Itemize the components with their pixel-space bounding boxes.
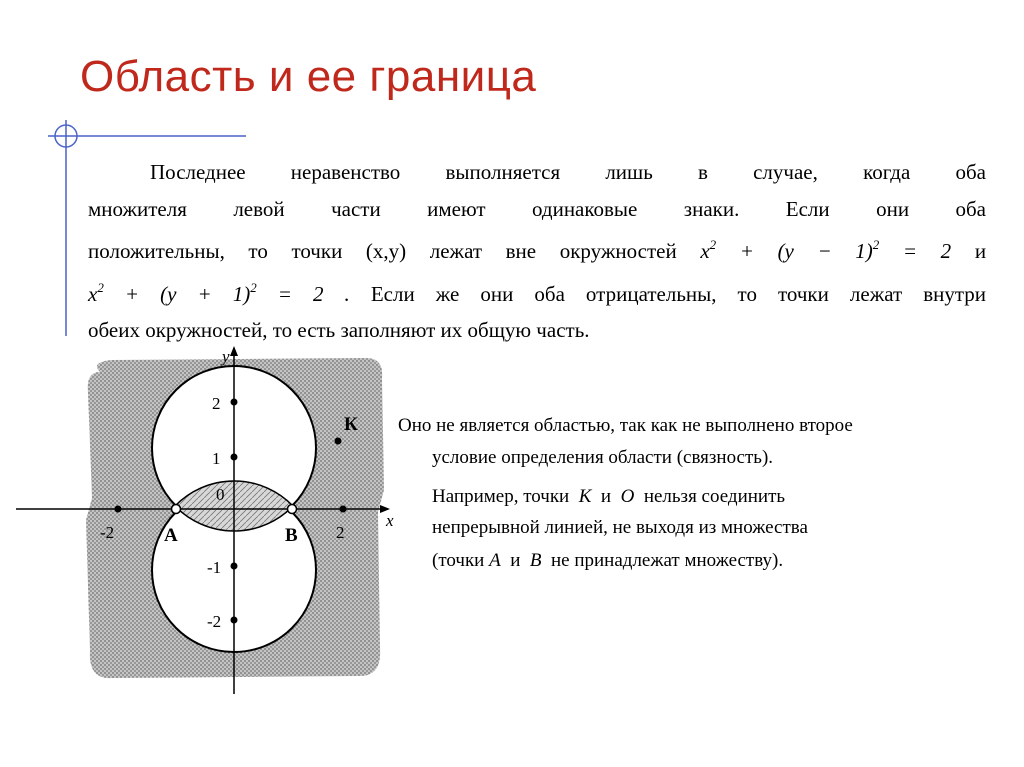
para-line-1: Последнее неравенство выполняется лишь в случае, когда оба xyxy=(150,160,986,184)
point-b-label: B xyxy=(285,525,298,546)
formula-circle-lower: $x^2 + (y + 1)^2 = 2$ . xyxy=(88,279,350,306)
tick-label-xm2: -2 xyxy=(100,523,115,542)
tick-label-y2: 2 xyxy=(212,394,221,413)
point-a-label: A xyxy=(164,525,178,546)
origin-label: 0 xyxy=(216,485,225,504)
tick-dot-xm2 xyxy=(115,506,122,513)
tick-dot-ym2 xyxy=(231,617,238,624)
tick-dot-y1 xyxy=(231,454,238,461)
formula-circle-upper: $x^2 + (y - 1)^2 = 2$ xyxy=(700,237,952,263)
point-a-marker xyxy=(172,505,181,514)
tick-label-y1: 1 xyxy=(212,449,221,468)
point-k-marker xyxy=(335,438,342,445)
tick-label-ym1: -1 xyxy=(207,558,222,577)
para-line-3-text: положительны, то точки (x,y) лежат вне окружностей xyxy=(88,239,677,263)
point-b-marker xyxy=(288,505,297,514)
tick-label-x2: 2 xyxy=(336,523,345,542)
y-axis-arrow xyxy=(230,346,238,356)
side-line-4: непрерывной линией, не выходя из множества xyxy=(432,517,808,538)
tick-dot-x2 xyxy=(340,506,347,513)
page-title: Область и ее граница xyxy=(80,52,537,101)
para-line-5: обеих окружностей, то есть заполняют их общую часть. xyxy=(88,318,590,342)
x-axis-label: x xyxy=(386,511,394,530)
y-axis-label: y xyxy=(222,347,230,366)
tick-dot-ym1 xyxy=(231,563,238,570)
para-line-2: множителя левой части имеют одинаковые знаки. Если они оба xyxy=(88,196,986,221)
tick-dot-y2 xyxy=(231,399,238,406)
side-line-2: условие определения области (связность). xyxy=(432,447,774,468)
tick-label-ym2: -2 xyxy=(207,612,222,631)
side-line-1: Оно не является областью, так как не выполнено второе xyxy=(398,415,853,436)
point-k-label: К xyxy=(344,414,358,435)
para-line-4-text: Если же они оба отрицательны, то точки лежат внутри xyxy=(370,281,987,306)
side-line-3: Например, точки K и O нельзя соединить xyxy=(432,486,786,507)
side-line-5: (точки A и B не принадлежат множеству). xyxy=(432,550,784,571)
para-line-3-and: и xyxy=(974,239,987,263)
